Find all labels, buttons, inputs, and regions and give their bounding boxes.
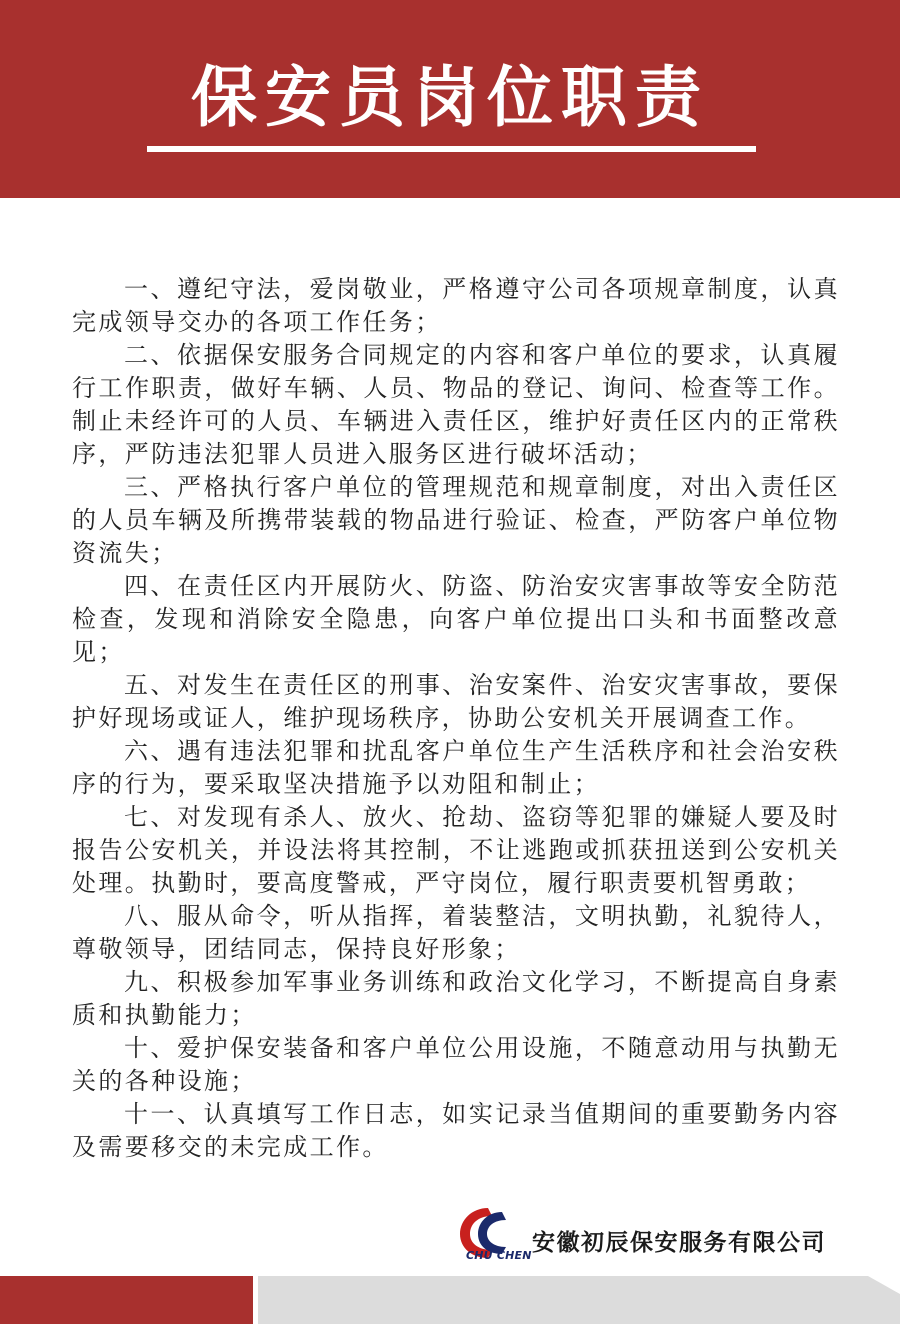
page-title: 保安员岗位职责 xyxy=(191,59,709,136)
clause-6: 六、遇有违法犯罪和扰乱客户单位生产生活秩序和社会治安秩序的行为，要采取坚决措施予以劝阻和制止； xyxy=(72,737,840,798)
clause-2: 二、依据保安服务合同规定的内容和客户单位的要求，认真履行工作职责，做好车辆、人员、物品的登记、询问、检查等工作。制止未经许可的人员、车辆进入责任区，维护好责任区内的正常秩序，严防违法犯罪人员进入服务区进行破坏活动； xyxy=(72,341,840,468)
clause-1: 一、遵纪守法，爱岗敬业，严格遵守公司各项规章制度，认真完成领导交办的各项工作任务； xyxy=(72,275,840,336)
company-name: 安徽初辰保安服务有限公司 xyxy=(532,1230,826,1256)
clause-5: 五、对发生在责任区的刑事、治安案件、治安灾害事故，要保护好现场或证人，维护现场秩序，协助公安机关开展调查工作。 xyxy=(72,671,840,732)
logo-wordmark: CHU CHEN xyxy=(466,1249,532,1262)
clause-9: 九、积极参加军事业务训练和政治文化学习，不断提高自身素质和执勤能力； xyxy=(72,968,840,1029)
clause-7: 七、对发现有杀人、放火、抢劫、盗窃等犯罪的嫌疑人要及时报告公安机关，并设法将其控制，不让逃跑或抓获扭送到公安机关处理。执勤时，要高度警戒，严守岗位，履行职责要机智勇敢； xyxy=(72,803,840,897)
title-underline xyxy=(147,146,756,152)
clause-3: 三、严格执行客户单位的管理规范和规章制度，对出入责任区的人员车辆及所携带装载的物品进行验证、检查，严防客户单位物资流失； xyxy=(72,473,840,567)
clause-10: 十、爱护保安装备和客户单位公用设施，不随意动用与执勤无关的各种设施； xyxy=(72,1034,840,1095)
footer-red-band xyxy=(0,1276,253,1324)
clause-11: 十一、认真填写工作日志，如实记录当值期间的重要勤务内容及需要移交的未完成工作。 xyxy=(72,1100,840,1161)
clause-4: 四、在责任区内开展防火、防盗、防治安灾害事故等安全防范检查，发现和消除安全隐患，向客户单位提出口头和书面整改意见； xyxy=(72,572,840,666)
duties-list xyxy=(72,273,840,1164)
clause-8: 八、服从命令，听从指挥，着装整洁，文明执勤，礼貌待人，尊敬领导，团结同志，保持良好形象； xyxy=(72,902,840,963)
header-banner xyxy=(0,0,900,198)
